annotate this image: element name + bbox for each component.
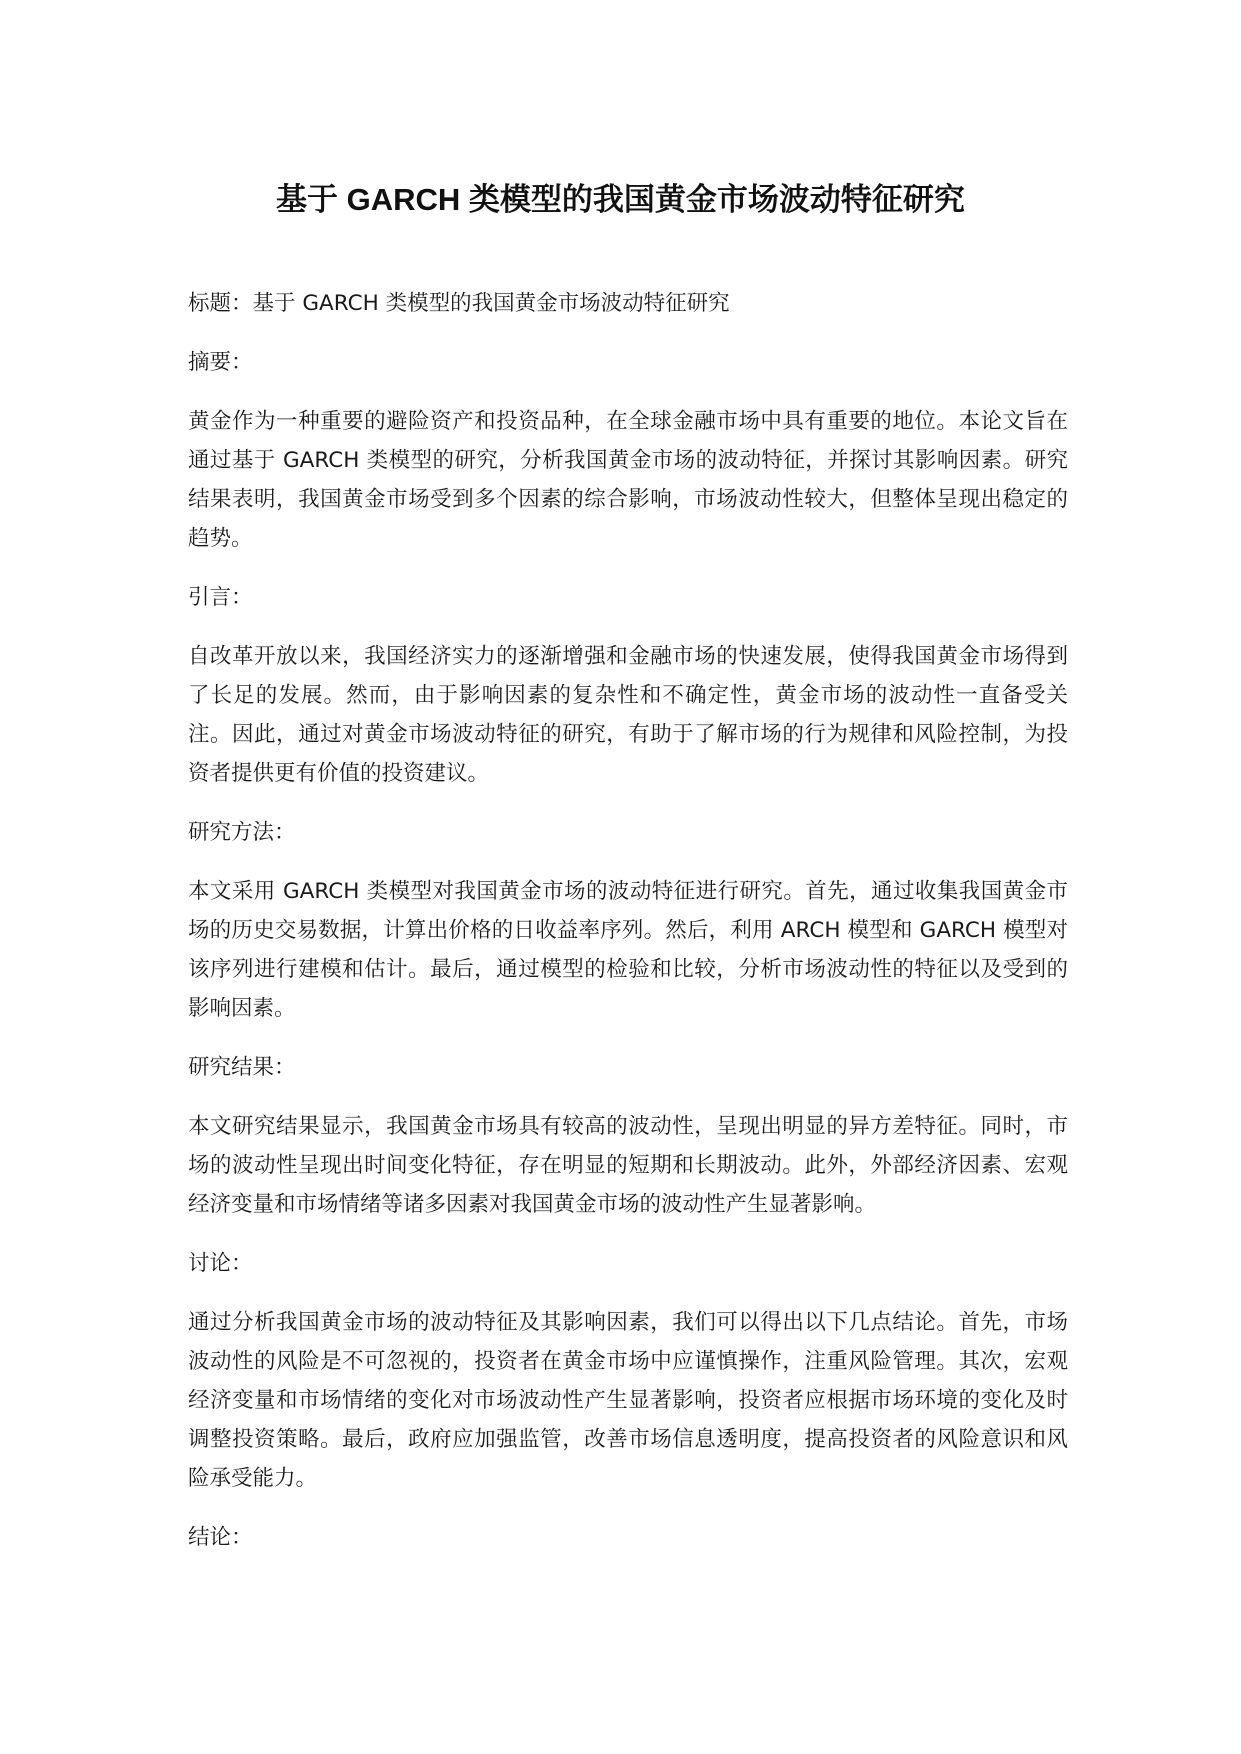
section-label-abstract: 摘要： <box>188 350 253 375</box>
section-label-results: 研究结果： <box>188 1055 296 1080</box>
document-title: 基于 GARCH 类模型的我国黄金市场波动特征研究 <box>276 182 965 217</box>
section-text-discussion: 通过分析我国黄金市场的波动特征及其影响因素，我们可以得出以下几点结论。首先，市场波动性的风险是不可忽视的，投资者在黄金市场中应谨慎操作，注重风险管理。其次，宏观经济变量和市场情绪的变化对市场波动性产生显著影响，投资者应根据市场环境的变化及时调整投资策略。最后，政府应加强监管，改善市场信息透明度，提高投资者的风险意识和风险承受能力。 <box>188 1310 1068 1491</box>
section-text-abstract: 黄金作为一种重要的避险资产和投资品种，在全球金融市场中具有重要的地位。本论文旨在通过基于 GARCH 类模型的研究，分析我国黄金市场的波动特征，并探讨其影响因素。研究结果表明，我国黄金市场受到多个因素的综合影响，市场波动性较大，但整体呈现出稳定的趋势。 <box>188 409 1068 551</box>
section-label-conclusion: 结论： <box>188 1525 253 1550</box>
title-line: 标题：基于 GARCH 类模型的我国黄金市场波动特征研究 <box>188 291 730 316</box>
section-text-results: 本文研究结果显示，我国黄金市场具有较高的波动性，呈现出明显的异方差特征。同时，市场的波动性呈现出时间变化特征，存在明显的短期和长期波动。此外，外部经济因素、宏观经济变量和市场情绪等诸多因素对我国黄金市场的波动性产生显著影响。 <box>188 1114 1068 1217</box>
section-text-methods: 本文采用 GARCH 类模型对我国黄金市场的波动特征进行研究。首先，通过收集我国黄金市场的历史交易数据，计算出价格的日收益率序列。然后，利用 ARCH 模型和 GARCH 模型对该序列进行建模和估计。最后，通过模型的检验和比较，分析市场波动性的特征以及受到的影响因素。 <box>188 879 1068 1021</box>
document-body <box>188 284 1068 1577</box>
section-label-introduction: 引言： <box>188 585 253 610</box>
section-label-methods: 研究方法： <box>188 820 296 845</box>
section-label-discussion: 讨论： <box>188 1251 253 1276</box>
section-text-introduction: 自改革开放以来，我国经济实力的逐渐增强和金融市场的快速发展，使得我国黄金市场得到了长足的发展。然而，由于影响因素的复杂性和不确定性，黄金市场的波动性一直备受关注。因此，通过对黄金市场波动特征的研究，有助于了解市场的行为规律和风险控制，为投资者提供更有价值的投资建议。 <box>188 644 1068 786</box>
